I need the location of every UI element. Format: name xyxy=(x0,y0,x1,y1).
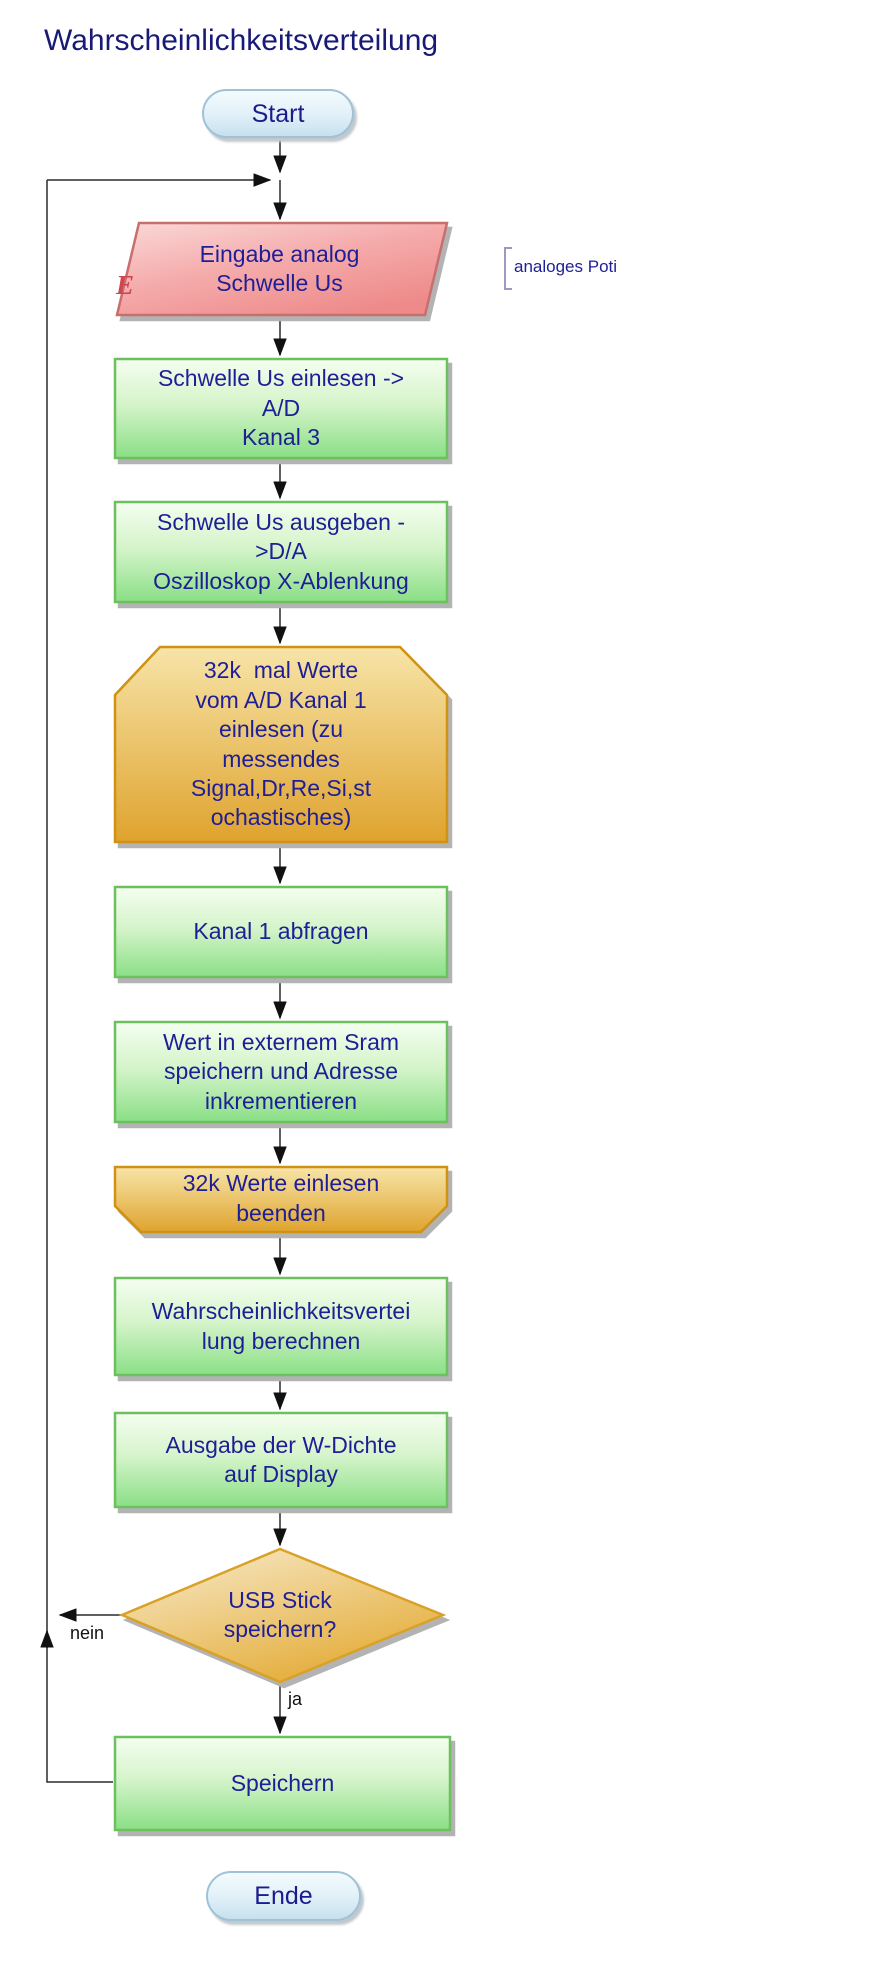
input-parallelogram-shape xyxy=(117,223,447,315)
loop-start-shape xyxy=(115,647,447,842)
decision-usb-label: USB Stick speichern? xyxy=(223,1586,337,1642)
display-output-process-shape xyxy=(115,1413,447,1507)
end-label: Ende xyxy=(254,1882,313,1910)
read-threshold-process-shape xyxy=(115,359,447,458)
output-threshold-process-shape xyxy=(115,502,447,602)
note-bracket xyxy=(505,248,512,289)
poti-note-label: analoges Poti xyxy=(514,257,618,276)
store-sram-process-shape xyxy=(115,1022,447,1122)
loop-end-label: 32k Werte einlesen beenden xyxy=(182,1170,380,1226)
decision-diamond-shape xyxy=(122,1549,443,1682)
output-threshold-label: Schwelle Us ausgeben - >D/A Oszilloskop X-Ablenkung xyxy=(153,508,409,594)
compute-distribution-label: Wahrscheinlichkeitsvertei lung berechnen xyxy=(151,1298,411,1354)
save-label: Speichern xyxy=(230,1769,335,1796)
loop-start-label: 32k mal Werte vom A/D Kanal 1 einlesen (zu messendes Signal,Dr,Re,Si,st ochastisches) xyxy=(190,657,372,831)
compute-distribution-process-shape xyxy=(115,1278,447,1375)
connector-loop-rail-left xyxy=(47,180,113,1782)
end-terminator-shape xyxy=(207,1872,360,1920)
edge-label-no: nein xyxy=(70,1623,105,1643)
loop-end-shape xyxy=(115,1167,447,1232)
query-channel-label: Kanal 1 abfragen xyxy=(193,918,369,945)
save-process-shape xyxy=(115,1737,450,1830)
page-title: Wahrscheinlichkeitsverteilung xyxy=(44,24,439,57)
display-output-label: Ausgabe der W-Dichte auf Display xyxy=(165,1431,397,1487)
start-label: Start xyxy=(251,99,305,128)
input-edit-marker: E xyxy=(116,270,135,300)
start-terminator-shape xyxy=(203,90,353,137)
edge-label-yes: ja xyxy=(288,1689,303,1709)
input-label: Eingabe analog Schwelle Us xyxy=(199,240,360,296)
query-channel-process-shape xyxy=(115,887,447,977)
store-sram-label: Wert in externem Sram speichern und Adresse inkrementieren xyxy=(162,1028,400,1114)
read-threshold-label: Schwelle Us einlesen -> A/D Kanal 3 xyxy=(157,365,405,451)
